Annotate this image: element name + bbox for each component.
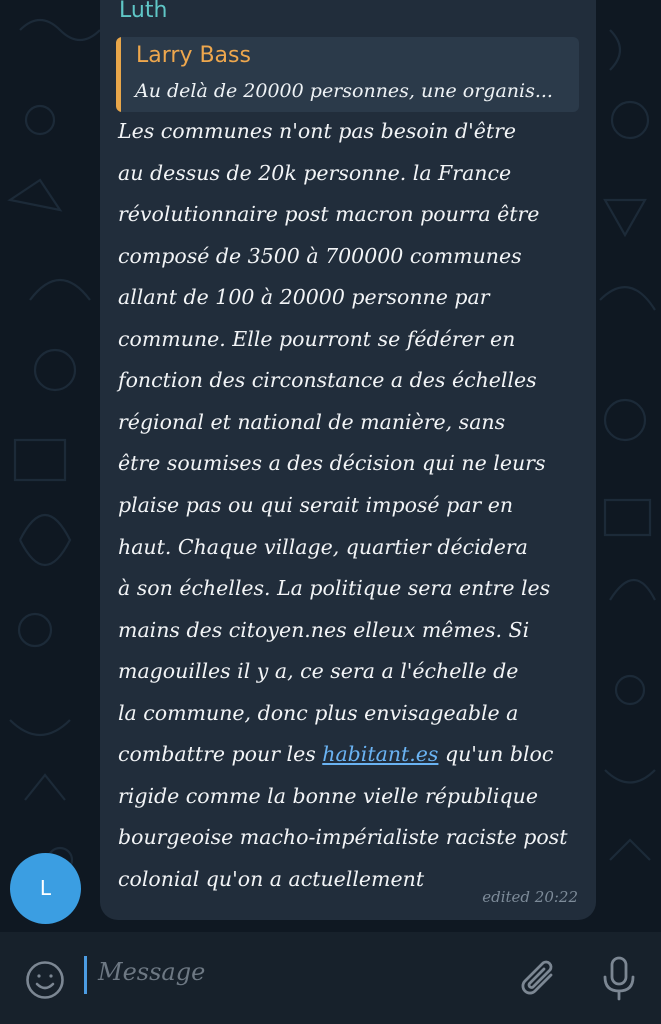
message-text-line: à son échelles. La politique sera entre les xyxy=(118,576,551,600)
smile-face-icon[interactable] xyxy=(24,959,66,1001)
message-text-line: plaise pas ou qui serait imposé par en xyxy=(118,493,514,517)
sender-name[interactable]: Luth xyxy=(119,0,168,23)
message-text-line: être soumises a des décision qui ne leurs xyxy=(118,451,546,475)
message-text-segment: qu'un bloc xyxy=(438,742,554,766)
message-text-line: colonial qu'on a actuellement xyxy=(118,867,425,891)
reply-author: Larry Bass xyxy=(136,43,251,68)
message-text-line: régional et national de manière, sans xyxy=(118,410,506,434)
text-cursor xyxy=(84,956,87,994)
message-text-line: allant de 100 à 20000 personne par xyxy=(118,285,490,309)
message-text-line: rigide comme la bonne vielle république xyxy=(118,784,538,808)
message-text-segment: combattre pour les xyxy=(118,742,323,766)
microphone-icon[interactable] xyxy=(601,955,637,1003)
message-text-line: révolutionnaire post macron pourra être xyxy=(118,202,540,226)
reply-quote[interactable] xyxy=(116,37,579,112)
message-timestamp: edited 20:22 xyxy=(482,888,578,906)
message-composer xyxy=(0,932,661,1024)
message-text-line: magouilles il y a, ce sera a l'échelle de xyxy=(118,659,519,683)
sender-avatar[interactable]: L xyxy=(10,853,81,924)
message-text-line: mains des citoyen.nes elleux mêmes. Si xyxy=(118,618,530,642)
message-input[interactable] xyxy=(84,952,504,996)
message-text-line: la commune, donc plus envisageable a xyxy=(118,701,519,725)
message-text-line-with-link xyxy=(118,742,553,766)
message-bubble[interactable] xyxy=(100,0,596,920)
message-input-placeholder: Message xyxy=(98,958,206,986)
message-text-line: au dessus de 20k personne. la France xyxy=(118,161,512,185)
message-text-line: fonction des circonstance a des échelles xyxy=(118,368,537,392)
paperclip-icon[interactable] xyxy=(518,956,562,1004)
habitant-link[interactable]: habitant.es xyxy=(322,742,439,766)
message-text-line: composé de 3500 à 700000 communes xyxy=(118,244,522,268)
message-text-line: bourgeoise macho-impérialiste raciste post xyxy=(118,825,568,849)
message-text-line: Les communes n'ont pas besoin d'être xyxy=(118,119,517,143)
reply-accent-bar xyxy=(116,37,121,112)
message-text-line: commune. Elle pourront se fédérer en xyxy=(118,327,516,351)
message-text-line: haut. Chaque village, quartier décidera xyxy=(118,535,528,559)
reply-preview-text: Au delà de 20000 personnes, une organis... xyxy=(135,80,553,102)
